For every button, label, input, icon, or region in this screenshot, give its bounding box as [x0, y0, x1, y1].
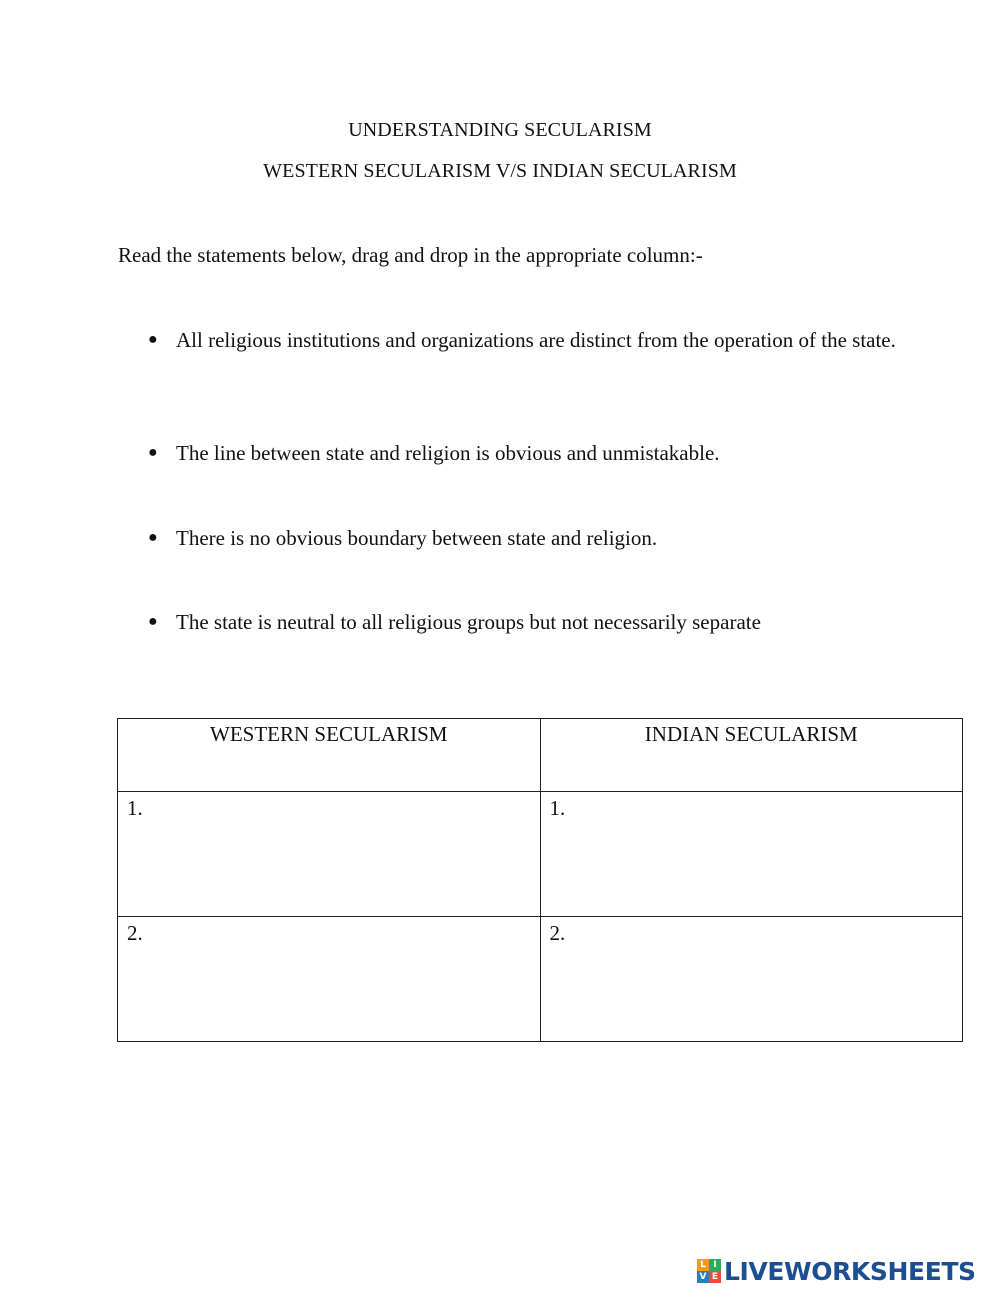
instruction-text: Read the statements below, drag and drop in the appropriate column:- [118, 243, 703, 267]
page-title: UNDERSTANDING SECULARISM [348, 119, 652, 141]
statement-text: The state is neutral to all religious groups but not necessarily separate [176, 610, 761, 634]
table-row [118, 917, 963, 1042]
statement-text: All religious institutions and organizations are distinct from the operation of the state. [176, 328, 896, 352]
table-header-row [118, 719, 963, 792]
drop-zone-western-2[interactable]: 2. [118, 917, 541, 1042]
logo-letter: E [709, 1271, 721, 1283]
bullet-icon: ● [148, 529, 158, 546]
drop-zone-indian-1[interactable]: 1. [540, 792, 963, 917]
logo-letter: V [697, 1271, 709, 1283]
logo-letter: I [709, 1259, 721, 1271]
statement-text: The line between state and religion is obvious and unmistakable. [176, 441, 720, 465]
column-header-indian: INDIAN SECULARISM [540, 719, 963, 792]
drop-zone-indian-2[interactable]: 2. [540, 917, 963, 1042]
page-subtitle: WESTERN SECULARISM V/S INDIAN SECULARISM [263, 160, 737, 182]
table-row [118, 792, 963, 917]
bullet-icon: ● [148, 444, 158, 461]
statement-item[interactable] [148, 608, 896, 636]
bullet-icon: ● [148, 331, 158, 348]
statement-item[interactable] [148, 439, 896, 467]
bullet-icon: ● [148, 613, 158, 630]
classification-table [117, 718, 963, 1042]
liveworksheets-logo [697, 1256, 976, 1286]
logo-letter: L [697, 1259, 709, 1271]
brand-name: LIVEWORKSHEETS [724, 1256, 976, 1286]
logo-mark-icon [697, 1259, 721, 1283]
statement-item[interactable] [148, 326, 896, 354]
statement-text: There is no obvious boundary between state and religion. [176, 526, 658, 550]
drop-zone-western-1[interactable]: 1. [118, 792, 541, 917]
column-header-western: WESTERN SECULARISM [118, 719, 541, 792]
statement-item[interactable] [148, 524, 896, 552]
